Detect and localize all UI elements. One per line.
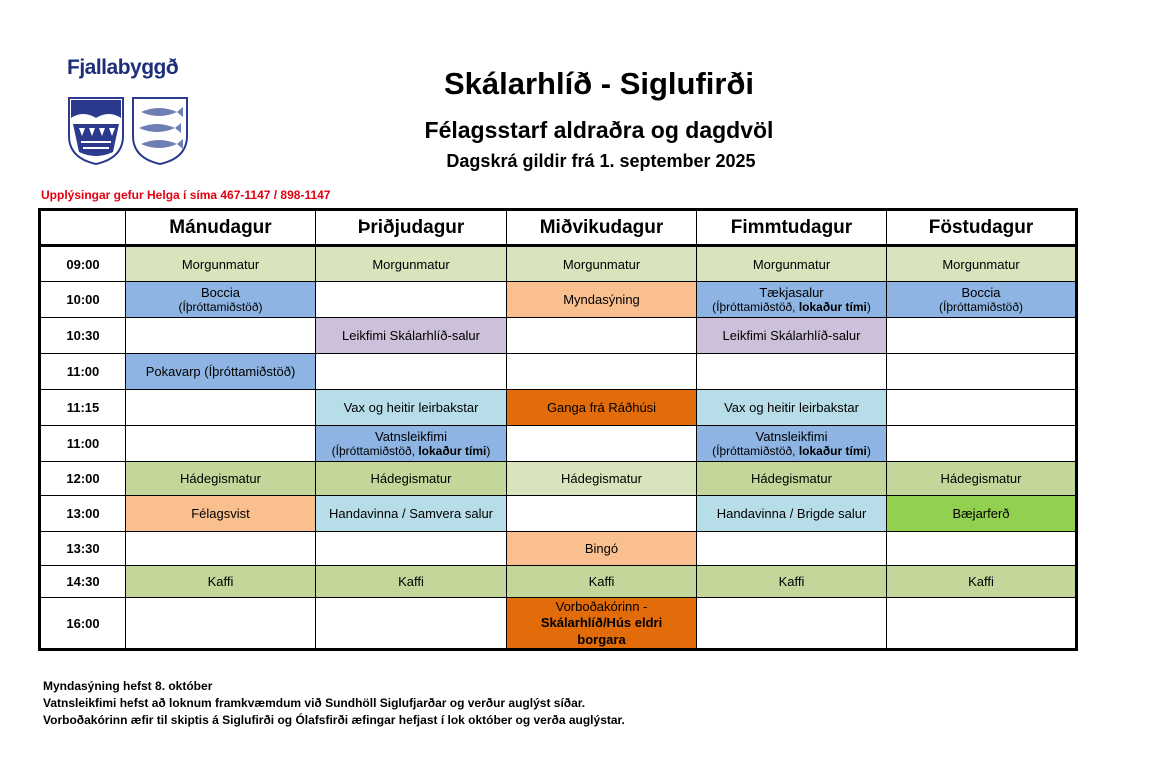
schedule-cell — [507, 598, 697, 650]
table-row — [40, 282, 1077, 318]
schedule-cell — [126, 566, 316, 598]
schedule-cell — [887, 354, 1077, 390]
schedule-cell — [126, 318, 316, 354]
time-cell: 12:00 — [40, 462, 126, 496]
header-corner — [40, 210, 126, 246]
activity-label: Vax og heitir leirbakstar — [343, 400, 479, 415]
day-header: Þriðjudagur — [316, 210, 507, 246]
activity-location: Skálarhlíð/Hús eldri borgara — [540, 614, 663, 647]
schedule-cell — [507, 390, 697, 426]
schedule-cell — [887, 246, 1077, 282]
schedule-cell — [507, 318, 697, 354]
activity-label: Boccia — [200, 285, 241, 300]
time-cell: 11:15 — [40, 390, 126, 426]
activity-label: Félagsvist — [191, 506, 250, 521]
schedule-cell — [507, 566, 697, 598]
logo-text: Fjallabyggð — [67, 56, 179, 79]
location-text-end: ) — [486, 444, 491, 458]
schedule-cell — [126, 598, 316, 650]
time-cell: 10:00 — [40, 282, 126, 318]
schedule-cell — [126, 532, 316, 566]
schedule-cell — [126, 462, 316, 496]
activity-label: Kaffi — [968, 574, 994, 589]
schedule-cell — [316, 462, 507, 496]
activity-label: Morgunmatur — [942, 256, 1020, 272]
schedule-cell — [697, 496, 887, 532]
schedule-cell — [507, 426, 697, 462]
schedule-cell — [316, 532, 507, 566]
time-cell: 09:00 — [40, 246, 126, 282]
schedule-cell — [697, 282, 887, 318]
footnote: Myndasýning hefst 8. október — [43, 679, 213, 693]
activity-label: Kaffi — [207, 574, 234, 589]
schedule-cell — [316, 246, 507, 282]
schedule-cell — [126, 354, 316, 390]
activity-label: Myndasýning — [563, 292, 640, 307]
schedule-cell — [507, 354, 697, 390]
activity-label: Tækjasalur — [759, 285, 824, 300]
activity-location — [699, 300, 884, 314]
activity-location — [889, 300, 1073, 314]
activity-label: Bæjarferð — [952, 506, 1010, 521]
schedule-cell — [316, 354, 507, 390]
schedule-cell — [697, 318, 887, 354]
time-cell: 11:00 — [40, 426, 126, 462]
time-cell: 13:00 — [40, 496, 126, 532]
activity-label: Hádegismatur — [180, 471, 261, 486]
activity-label: Morgunmatur — [752, 256, 831, 272]
schedule-cell — [507, 532, 697, 566]
activity-label: Leikfimi Skálarhlíð-salur — [342, 328, 480, 343]
table-header-row — [40, 210, 1077, 246]
table-row — [40, 246, 1077, 282]
activity-label: Boccia — [961, 285, 1001, 300]
schedule-cell — [887, 390, 1077, 426]
contact-info: Upplýsingar gefur Helga í síma 467-1147 / 898-1147 — [41, 188, 331, 202]
table-row — [40, 390, 1077, 426]
location-text-end: ) — [866, 444, 871, 458]
schedule-cell — [697, 566, 887, 598]
schedule-cell — [316, 598, 507, 650]
activity-label: Kaffi — [778, 574, 805, 589]
schedule-cell — [697, 462, 887, 496]
closed-session-note: lokaður tími — [418, 444, 487, 458]
schedule-cell — [507, 462, 697, 496]
schedule-cell — [316, 390, 507, 426]
schedule-cell — [697, 390, 887, 426]
activity-label: Bingó — [584, 541, 619, 556]
location-text-end: ) — [866, 300, 871, 314]
schedule-cell — [887, 598, 1077, 650]
table-row — [40, 426, 1077, 462]
schedule-validity: Dagskrá gildir frá 1. september 2025 — [446, 151, 756, 171]
activity-label: Handavinna / Brigde salur — [716, 506, 867, 521]
closed-session-note: lokaður tími — [798, 300, 867, 314]
table-row — [40, 354, 1077, 390]
day-header: Föstudagur — [887, 210, 1077, 246]
table-row — [40, 462, 1077, 496]
schedule-cell — [316, 318, 507, 354]
schedule-cell — [697, 426, 887, 462]
time-cell: 10:30 — [40, 318, 126, 354]
schedule-cell — [887, 282, 1077, 318]
schedule-cell — [126, 282, 316, 318]
activity-label: Morgunmatur — [372, 256, 450, 272]
schedule-cell — [887, 532, 1077, 566]
activity-label: Morgunmatur — [181, 256, 260, 272]
footnotes — [43, 678, 625, 729]
location-text: (Íþróttamiðstöð) — [178, 300, 263, 314]
location-text: (Íþróttamiðstöð, — [712, 444, 799, 458]
page-title: Skálarhlíð - Siglufirði — [443, 66, 755, 101]
footnote: Vorboðakórinn æfir til skiptis á Siglufirði og Ólafsfirði æfingar hefjast í lok október og verða auglýstar. — [43, 713, 625, 727]
day-header: Miðvikudagur — [507, 210, 697, 246]
schedule-cell — [887, 426, 1077, 462]
location-text: (Íþróttamiðstöð, — [331, 444, 419, 458]
time-cell: 16:00 — [40, 598, 126, 650]
schedule-cell — [316, 282, 507, 318]
schedule-cell — [887, 496, 1077, 532]
activity-label: Ganga frá Ráðhúsi — [546, 400, 657, 415]
schedule-cell — [697, 598, 887, 650]
table-row — [40, 598, 1077, 650]
schedule-cell — [887, 318, 1077, 354]
time-cell: 13:30 — [40, 532, 126, 566]
schedule-cell — [316, 426, 507, 462]
schedule-cell — [126, 426, 316, 462]
schedule-cell — [126, 496, 316, 532]
schedule-cell — [697, 532, 887, 566]
location-text: (Íþróttamiðstöð, — [712, 300, 799, 314]
closed-session-note: lokaður tími — [798, 444, 867, 458]
schedule-cell — [697, 246, 887, 282]
activity-label: Vax og heitir leirbakstar — [724, 400, 859, 415]
activity-label: Vatnsleikfimi — [374, 429, 447, 444]
activity-label: Leikfimi Skálarhlíð-salur — [722, 328, 861, 343]
activity-label: Kaffi — [588, 574, 615, 589]
activity-location — [318, 444, 504, 458]
activity-label: Vorboðakórinn - — [555, 598, 648, 614]
schedule-cell — [507, 496, 697, 532]
table-row — [40, 532, 1077, 566]
table-row — [40, 318, 1077, 354]
activity-label: Vatnsleikfimi — [755, 429, 828, 444]
activity-label: Hádegismatur — [940, 471, 1022, 486]
location-text: (Íþróttamiðstöð) — [938, 300, 1024, 314]
activity-label: Hádegismatur — [370, 471, 452, 486]
schedule-cell — [887, 462, 1077, 496]
time-cell: 14:30 — [40, 566, 126, 598]
activity-location — [699, 444, 884, 458]
table-row — [40, 566, 1077, 598]
activity-location — [128, 300, 313, 314]
schedule-cell — [697, 354, 887, 390]
day-header: Mánudagur — [126, 210, 316, 246]
day-header: Fimmtudagur — [697, 210, 887, 246]
activity-label: Hádegismatur — [751, 471, 832, 486]
schedule-cell — [316, 496, 507, 532]
table-row — [40, 496, 1077, 532]
schedule-cell — [887, 566, 1077, 598]
activity-label: Hádegismatur — [561, 471, 642, 486]
schedule-cell — [507, 246, 697, 282]
activity-label: Morgunmatur — [562, 256, 641, 272]
activity-label: Kaffi — [398, 574, 424, 589]
weekly-schedule-table — [38, 208, 1078, 651]
activity-label: Handavinna / Samvera salur — [328, 506, 494, 521]
footnote: Vatnsleikfimi hefst að loknum framkvæmdum við Sundhöll Siglufjarðar og verður auglýst síðar. — [43, 696, 586, 710]
activity-label: Pokavarp (Íþróttamiðstöð) — [145, 364, 296, 379]
time-cell: 11:00 — [40, 354, 126, 390]
schedule-cell — [126, 246, 316, 282]
schedule-cell — [316, 566, 507, 598]
schedule-cell — [507, 282, 697, 318]
page-subtitle: Félagsstarf aldraðra og dagdvöl — [424, 117, 774, 143]
schedule-cell — [126, 390, 316, 426]
